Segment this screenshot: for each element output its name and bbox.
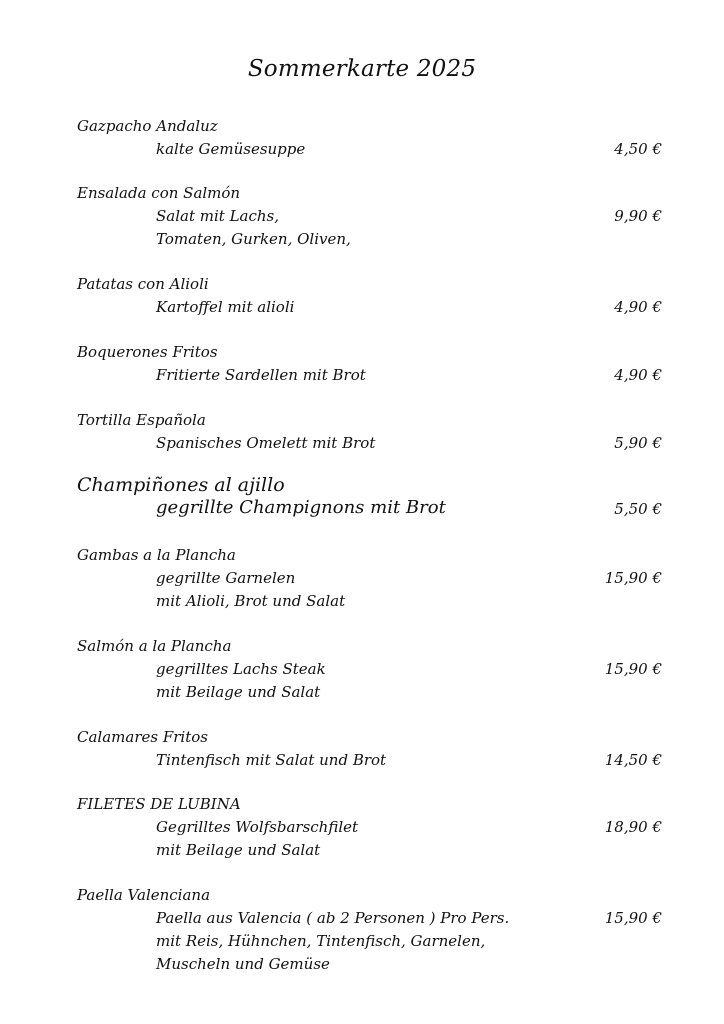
dish-price: 4,90 € <box>614 298 662 316</box>
dish-price: 15,90 € <box>604 660 662 678</box>
dish-description: Paella aus Valencia ( ab 2 Personen ) Pro Pers. <box>156 909 510 927</box>
dish-name: Gambas a la Plancha <box>77 546 236 564</box>
dish-description: mit Beilage und Salat <box>156 683 321 701</box>
dish-description: gegrillte Garnelen <box>156 569 296 587</box>
dish-description: Kartoffel mit alioli <box>156 298 295 316</box>
dish-price: 5,50 € <box>614 500 662 518</box>
dish-description: Gegrilltes Wolfsbarschfilet <box>156 818 359 836</box>
dish-price: 15,90 € <box>604 569 662 587</box>
dish-price: 4,50 € <box>614 140 662 158</box>
dish-description: mit Alioli, Brot und Salat <box>156 592 346 610</box>
dish-price: 9,90 € <box>614 207 662 225</box>
dish-name: Ensalada con Salmón <box>77 184 241 202</box>
dish-description: mit Reis, Hühnchen, Tintenfisch, Garnelen, <box>156 932 486 950</box>
dish-description: mit Beilage und Salat <box>156 841 321 859</box>
dish-name: Salmón a la Plancha <box>77 637 232 655</box>
dish-price: 5,90 € <box>614 434 662 452</box>
dish-description: Salat mit Lachs, <box>156 207 280 225</box>
dish-price: 15,90 € <box>604 909 662 927</box>
dish-description: kalte Gemüsesuppe <box>156 140 306 158</box>
menu-title: Sommerkarte 2025 <box>247 56 477 82</box>
dish-name: Paella Valenciana <box>77 886 211 904</box>
dish-name: Calamares Fritos <box>77 728 208 746</box>
dish-price: 18,90 € <box>604 818 662 836</box>
dish-price: 14,50 € <box>604 751 662 769</box>
dish-description: gegrilltes Lachs Steak <box>156 660 326 678</box>
dish-name: Patatas con Alioli <box>77 275 209 293</box>
dish-description: gegrillte Champignons mit Brot <box>156 497 446 518</box>
dish-name: Boquerones Fritos <box>77 343 218 361</box>
dish-description: Fritierte Sardellen mit Brot <box>156 366 366 384</box>
dish-description: Spanisches Omelett mit Brot <box>156 434 376 452</box>
dish-description: Tomaten, Gurken, Oliven, <box>156 230 351 248</box>
dish-name: FILETES DE LUBINA <box>77 795 241 813</box>
dish-name: Tortilla Española <box>77 411 206 429</box>
dish-description: Muscheln und Gemüse <box>156 955 330 973</box>
dish-name: Gazpacho Andaluz <box>77 117 218 135</box>
dish-name: Champiñones al ajillo <box>77 474 285 496</box>
dish-price: 4,90 € <box>614 366 662 384</box>
dish-description: Tintenfisch mit Salat und Brot <box>156 751 387 769</box>
